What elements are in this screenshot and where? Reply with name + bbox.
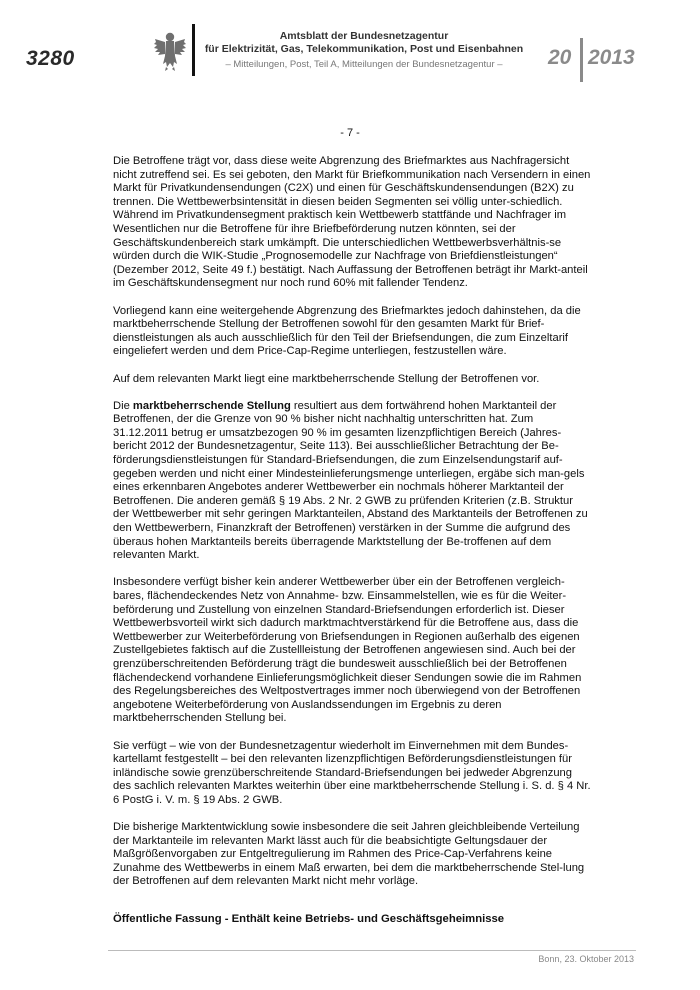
public-version-note: Öffentliche Fassung - Enthält keine Betriebs- und Geschäftsgeheimnisse — [113, 913, 505, 925]
paragraph: Insbesondere verfügt bisher kein anderer Wettbewerber über ein der Betroffenen vergleich-bares, flächendeckendes Netz von Annahme- bzw. Einsammelstellen, wie es für die Weiter-beförderung und Zustellung von einzelnen Standard-Briefsendungen erforderlich ist. Dieser Wettbewerbsvorteil wirkt sich dadurch marktmachtverstärkend für die Betroffene aus, dass die Wettbewerber zur Weiterbeförderung von Briefsendungen in Regionen außerhalb des eigenen Zustellgebietes faktisch auf die Zustellleistung der Betroffenen angewiesen sind. Auch bei der grenzüberschreitenden Beförderung trägt die bundesweit ausschließlich bei der Betroffenen flächendeckend vorhandene Einlieferungsmöglichkeit dieser Sendungen sowie die im Rahmen des Regelungsbereiches des Weltpostvertrages immer noch überwiegend von der Betroffenen angebotene Weiterbeförderung von Auslandssendungen im Ergebnis zu deren marktbeherrschenden Stellung bei. — [113, 576, 582, 725]
header-divider — [192, 24, 195, 76]
footer-divider — [108, 950, 636, 951]
header-title — [196, 30, 532, 56]
header-title-line-2: für Elektrizität, Gas, Telekommunikation, Post und Eisenbahnen — [204, 43, 524, 55]
federal-eagle-icon — [152, 30, 188, 72]
year-divider — [580, 38, 583, 82]
paragraph-emphasis: marktbeherrschende Stellung — [132, 399, 291, 412]
header-subtitle: – Mitteilungen, Post, Teil A, Mitteilungen der Bundesnetzagentur – — [225, 59, 503, 70]
page-marker: - 7 - — [340, 127, 360, 139]
year-mark — [548, 38, 678, 82]
paragraph — [113, 400, 591, 563]
paragraph-lead: Die — [113, 399, 133, 412]
year-prefix: 20 — [548, 46, 572, 69]
paragraph-text: resultiert aus dem fortwährend hohen Marktanteil der Betroffenen, der die Grenze von 90 % bisher nicht nachhaltig unterschritten hat. Zum 31.12.2011 betrug er umsatzbezogen 90 % im gesamten lizenzpflichtigen Bereich (Jahres-bericht 2012 der Bundesnetzagentur, Seite 113). Bei ausschließlicher Betrachtung der Be-förderungsdienstleistungen für Standard-Briefsendungen, die zum Einzelsendungstarif auf-gegeben werden und nicht einer Mindesteinlieferungsmenge unterliegen, ergäbe sich man-gels eines erkennbaren Angebotes anderer Wettbewerber ein nochmals höherer Marktanteil der Betroffenen. Die anderen gemäß § 19 Abs. 2 Nr. 2 GWB zu prüfenden Kriterien (z.B. Struktur der Wettbewerber mit sehr geringen Marktanteilen, Abstand des Marktanteils der Betroffenen zu den Wettbewerbern, Finanzkraft der Betroffenen) verstärken in der Summe die aufgrund des überaus hohen Marktanteils bereits überragende Marktstellung der Be-troffenen auf dem relevanten Markt. — [113, 399, 588, 562]
page-number: 3280 — [26, 47, 75, 70]
paragraph: Die bisherige Marktentwicklung sowie insbesondere die seit Jahren gleichbleibende Verteilung der Marktanteile im relevanten Markt lässt auch für die beabsichtigte Geltungsdauer der Maßgrößenvorgaben zur Entgeltregulierung im Rahmen des Price-Cap-Verfahrens keine Zunahme des Wettbewerbs in einem Maß erwarten, bei dem die marktbeherrschende Stel-lung der Betroffenen auf dem relevanten Markt nicht mehr vorläge. — [113, 821, 585, 888]
paragraph: Auf dem relevanten Markt liegt eine marktbeherrschende Stellung der Betroffenen vor. — [113, 372, 540, 385]
document-body — [113, 155, 591, 903]
paragraph: Vorliegend kann eine weitergehende Abgrenzung des Briefmarktes jedoch dahinstehen, da die marktbeherrschende Stellung der Betroffenen sowohl für den gesamten Markt für Brief-dienstleistungen als auch ausschließlich für den Teil der Briefsendungen, die zum Einzeltarif eingeliefert werden und dem Price-Cap-Regime unterliegen, festzustellen wäre. — [113, 304, 581, 358]
year-suffix: 2013 — [588, 46, 635, 69]
paragraph: Die Betroffene trägt vor, dass diese weite Abgrenzung des Briefmarktes aus Nachfragersicht nicht zutreffend sei. Es sei geboten, den Markt für Briefkommunikation nach Versendern in einen Markt für Privatkundensendungen (C2X) und einen für Geschäftskundensendungen (B2X) zu trennen. Die Wettbewerbsintensität in diesen beiden Segmenten sei völlig unter-schiedlich. Während im Privatkundensegment praktisch kein Wettbewerb stattfände und Nachfrager im Wesentlichen nur die Betroffene für ihre Briefbeförderung nutzen könnten, sei der Geschäftskundenbereich stark umkämpft. Die unterschiedlichen Wettbewerbsverhältnis-se würden durch die WIK-Studie „Prognosemodelle zur Nachfrage von Briefdienstleistungen“ (Dezember 2012, Seite 49 f.) bestätigt. Nach Auffassung der Betroffenen beträgt ihr Markt-anteil im Geschäftskundensegment nur noch rund 60% mit fallender Tendenz. — [113, 155, 591, 290]
header-title-line-1: Amtsblatt der Bundesnetzagentur — [279, 30, 449, 42]
paragraph: Sie verfügt – wie von der Bundesnetzagentur wiederholt im Einvernehmen mit dem Bundes-kartellamt festgestellt – bei den relevanten lizenzpflichtigen Beförderungsdienstleistungen für inländische sowie grenzüberschreitende Standard-Briefsendungen bei jedweder Abgrenzung des sachlich relevanten Marktes weiterhin über eine marktbeherrschende Stellung i. S. d. § 4 Nr. 6 PostG i. V. m. § 19 Abs. 2 GWB. — [113, 739, 591, 806]
page-header — [0, 0, 700, 90]
footer-date: Bonn, 23. Oktober 2013 — [538, 954, 634, 964]
